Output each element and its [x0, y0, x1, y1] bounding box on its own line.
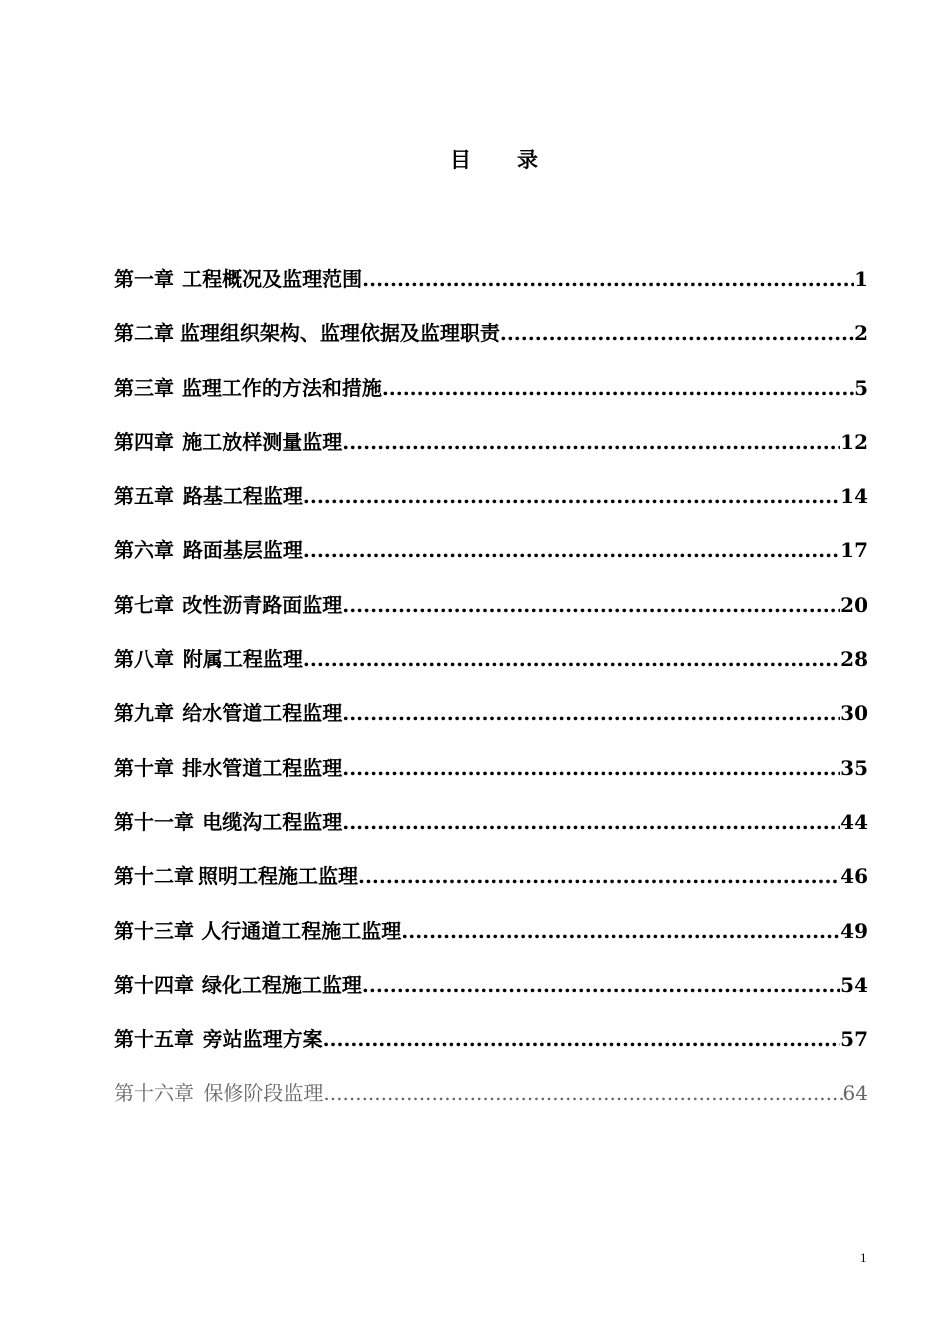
toc-entry[interactable] — [114, 533, 868, 587]
page-number: 1 — [860, 1250, 867, 1265]
toc-chapter-number: 第五章 — [114, 484, 174, 509]
toc-page-number: 2 — [854, 321, 868, 346]
toc-page-number: 57 — [840, 1027, 868, 1052]
toc-chapter-number: 第八章 — [114, 647, 174, 672]
toc-heading: 给水管道工程监理 — [182, 701, 343, 726]
toc-heading: 电缆沟工程监理 — [202, 809, 343, 834]
toc-dot-leader — [342, 696, 840, 730]
toc-entry[interactable] — [114, 316, 868, 370]
toc-heading: 绿化工程施工监理 — [201, 972, 362, 997]
toc-page-number: 30 — [840, 701, 868, 726]
toc-chapter-number: 第六章 — [114, 538, 174, 563]
toc-title — [0, 144, 950, 174]
toc-heading: 路基工程监理 — [182, 484, 303, 509]
toc-entry[interactable] — [114, 696, 868, 750]
toc-entry[interactable] — [114, 262, 868, 316]
toc-chapter-number: 第七章 — [114, 592, 174, 617]
toc-dot-leader — [500, 316, 854, 350]
toc-heading: 路面基层监理 — [182, 538, 303, 563]
toc-entry[interactable] — [114, 642, 868, 696]
toc-dot-leader — [342, 751, 840, 785]
toc-chapter-number: 第十六章 — [114, 1081, 194, 1106]
toc-heading: 监理工作的方法和措施 — [181, 375, 382, 400]
toc-dot-leader — [323, 1022, 841, 1056]
toc-page-number: 46 — [840, 864, 868, 889]
toc-entry[interactable] — [114, 1022, 868, 1076]
toc-page-number: 14 — [840, 484, 868, 509]
toc-entry[interactable] — [114, 425, 868, 479]
toc-page-number: 64 — [842, 1081, 868, 1106]
toc-entry[interactable] — [114, 914, 868, 968]
toc-page-number: 28 — [840, 647, 868, 672]
toc-chapter-number: 第三章 — [114, 375, 174, 400]
toc-chapter-number: 第四章 — [114, 429, 174, 454]
toc-heading: 旁站监理方案 — [202, 1027, 323, 1052]
toc-entry[interactable] — [114, 859, 868, 913]
toc-entry[interactable] — [114, 371, 868, 425]
toc-dot-leader — [382, 371, 854, 405]
toc-title-right: 录 — [517, 147, 540, 172]
toc-dot-leader — [303, 642, 840, 676]
toc-entry[interactable] — [114, 968, 868, 1022]
toc-heading: 排水管道工程监理 — [182, 755, 343, 780]
toc-chapter-number: 第九章 — [114, 701, 174, 726]
toc-heading: 施工放样测量监理 — [182, 429, 343, 454]
toc-chapter-number: 第一章 — [114, 267, 174, 291]
toc-page-number: 44 — [840, 809, 868, 834]
toc-dot-leader — [303, 479, 840, 513]
toc-chapter-number: 第十四章 — [114, 972, 194, 997]
toc-page-number: 5 — [854, 375, 868, 400]
toc-page-number: 20 — [840, 592, 868, 617]
toc-dot-leader — [323, 1076, 842, 1110]
toc-heading: 改性沥青路面监理 — [182, 592, 343, 617]
toc-chapter-number: 第十五章 — [114, 1027, 194, 1052]
toc-page-number: 49 — [840, 918, 868, 943]
toc-page-number: 17 — [840, 538, 868, 563]
toc-chapter-number: 第十一章 — [114, 809, 194, 834]
toc-dot-leader — [362, 262, 854, 296]
toc-entry[interactable] — [114, 805, 868, 859]
toc-page-number: 12 — [840, 429, 868, 454]
toc-heading: 人行通道工程施工监理 — [201, 918, 402, 943]
toc-dot-leader — [362, 968, 840, 1002]
toc-dot-leader — [401, 914, 840, 948]
toc-heading: 保修阶段监理 — [203, 1081, 324, 1106]
toc-dot-leader — [342, 588, 840, 622]
toc-heading: 监理组织架构、监理依据及监理职责 — [179, 321, 500, 346]
toc-heading: 照明工程施工监理 — [198, 864, 358, 889]
toc-entry[interactable] — [114, 751, 868, 805]
toc-chapter-number: 第十章 — [114, 755, 174, 780]
toc-page-number: 1 — [854, 267, 868, 291]
toc-entry[interactable] — [114, 1076, 868, 1130]
toc-chapter-number: 第十二章 — [114, 864, 194, 889]
toc-title-left: 目 — [450, 147, 473, 172]
toc-heading: 附属工程监理 — [182, 647, 303, 672]
toc-chapter-number: 第二章 — [114, 321, 174, 346]
toc-heading: 工程概况及监理范围 — [182, 267, 363, 291]
toc-entry[interactable] — [114, 588, 868, 642]
toc-dot-leader — [303, 533, 840, 567]
toc-page-number: 54 — [840, 972, 868, 997]
toc-entry[interactable] — [114, 479, 868, 533]
toc-dot-leader — [358, 859, 840, 893]
toc-chapter-number: 第十三章 — [114, 918, 194, 943]
table-of-contents — [114, 262, 868, 1131]
toc-page-number: 35 — [840, 755, 868, 780]
toc-dot-leader — [342, 805, 840, 839]
toc-dot-leader — [342, 425, 840, 459]
